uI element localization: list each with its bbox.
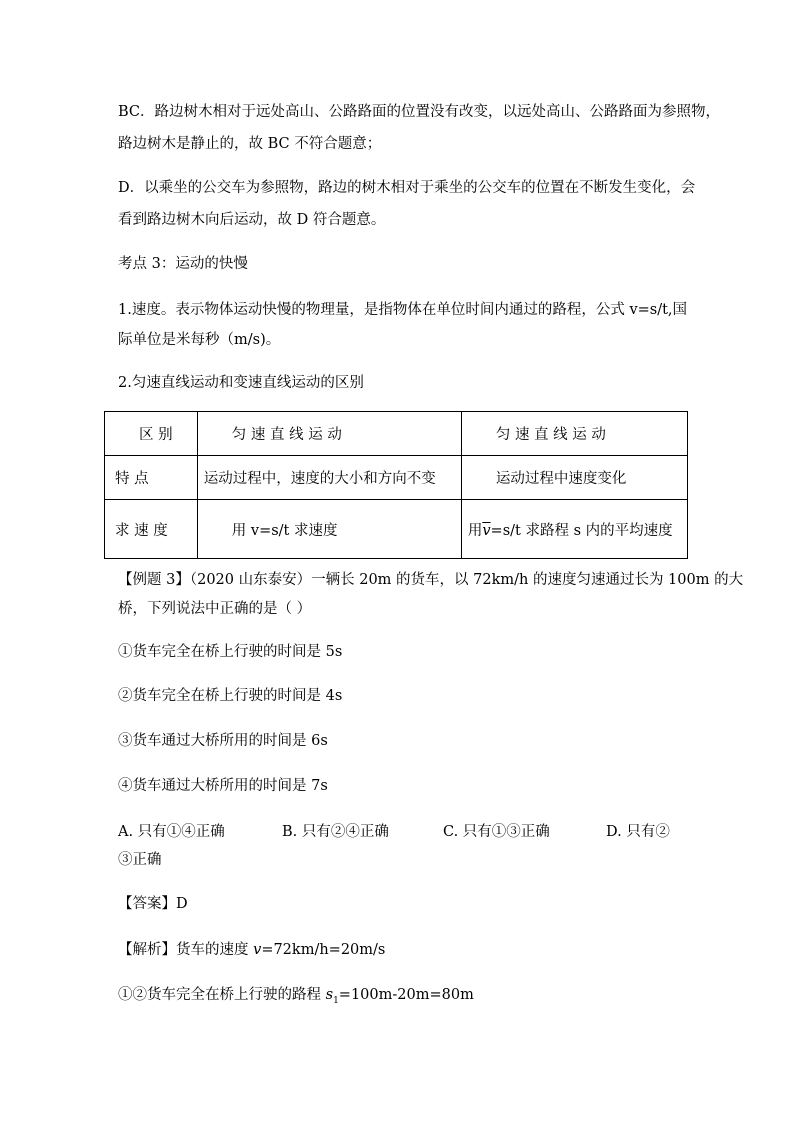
- analysis-bc-line1: BC．路边树木相对于远处高山、公路路面的位置没有改变，以远处高山、公路路面为参照物，: [118, 104, 721, 120]
- answer-value: D: [176, 896, 188, 912]
- average-velocity-symbol: $\overline{v}$: [482, 522, 491, 539]
- analysis-text: 货车的速度: [176, 942, 254, 958]
- option-b: B. 只有②④正确: [282, 824, 389, 840]
- speed-prefix: 用: [467, 522, 483, 539]
- analysis-d-line1: D．以乘坐的公交车为参照物，路边的树木相对于乘坐的公交车的位置在不断发生变化，会: [118, 180, 696, 196]
- table-header-cell: 匀 速 直 线 运 动: [461, 412, 687, 456]
- statement-3: ③货车通过大桥所用的时间是 6s: [118, 733, 328, 749]
- answer-tag: 【答案】: [118, 896, 176, 912]
- analysis-text: ①②货车完全在桥上行驶的路程: [118, 987, 326, 1003]
- comparison-table: [104, 411, 688, 559]
- point1-line2: 际单位是米每秒（m/s)。: [118, 332, 281, 348]
- analysis-line2: [118, 985, 474, 1011]
- table-header-row: [105, 412, 688, 456]
- option-d-continued: ③正确: [118, 852, 162, 868]
- velocity-value: =72km/h=20m/s: [261, 942, 386, 958]
- table-cell: 运动过程中速度变化: [461, 456, 687, 500]
- table-header-cell: 区 别: [105, 412, 198, 456]
- velocity-symbol: v: [253, 942, 262, 958]
- point1-line1: 1.速度。表示物体运动快慢的物理量，是指物体在单位时间内通过的路程，公式 v=s/t,国: [118, 302, 688, 318]
- table-header-cell: 匀 速 直 线 运 动: [197, 412, 461, 456]
- answer-line: [118, 894, 188, 914]
- distance-subscript: 1: [333, 995, 339, 1006]
- option-d: D. 只有②: [606, 824, 670, 840]
- table-row-feature: [105, 456, 688, 500]
- table-cell: 求 速 度: [105, 500, 198, 559]
- statement-4: ④货车通过大桥所用的时间是 7s: [118, 778, 328, 794]
- analysis-tag: 【解析】: [118, 942, 176, 958]
- section-title: 考点 3：运动的快慢: [118, 256, 248, 272]
- analysis-bc-line2: 路边树木是静止的，故 BC 不符合题意；: [118, 136, 382, 152]
- statement-1: ①货车完全在桥上行驶的时间是 5s: [118, 644, 343, 660]
- option-c: C. 只有①③正确: [443, 824, 550, 840]
- distance-symbol: s: [325, 987, 334, 1003]
- table-cell: 用 v=s/t 求速度: [197, 500, 461, 559]
- example-line1: [118, 570, 743, 590]
- example-line2: 桥，下列说法中正确的是（ ）: [118, 601, 312, 617]
- example-tag: 【例题 3】: [118, 572, 190, 588]
- table-row-speed: [105, 500, 688, 559]
- example-text: （2020 山东泰安）一辆长 20m 的货车，以 72km/h 的速度匀速通过长为 100m 的大: [189, 572, 744, 588]
- table-cell: 特 点: [105, 456, 198, 500]
- point2-title: 2.匀速直线运动和变速直线运动的区别: [118, 375, 364, 391]
- table-cell: [461, 500, 687, 559]
- analysis-line1: [118, 940, 385, 960]
- speed-suffix: =s/t 求路程 s 内的平均速度: [490, 522, 673, 539]
- option-a: A. 只有①④正确: [118, 824, 225, 840]
- table-cell: 运动过程中，速度的大小和方向不变: [197, 456, 461, 500]
- distance-value: =100m-20m=80m: [338, 987, 474, 1003]
- analysis-d-line2: 看到路边树木向后运动，故 D 符合题意。: [118, 212, 386, 228]
- statement-2: ②货车完全在桥上行驶的时间是 4s: [118, 688, 343, 704]
